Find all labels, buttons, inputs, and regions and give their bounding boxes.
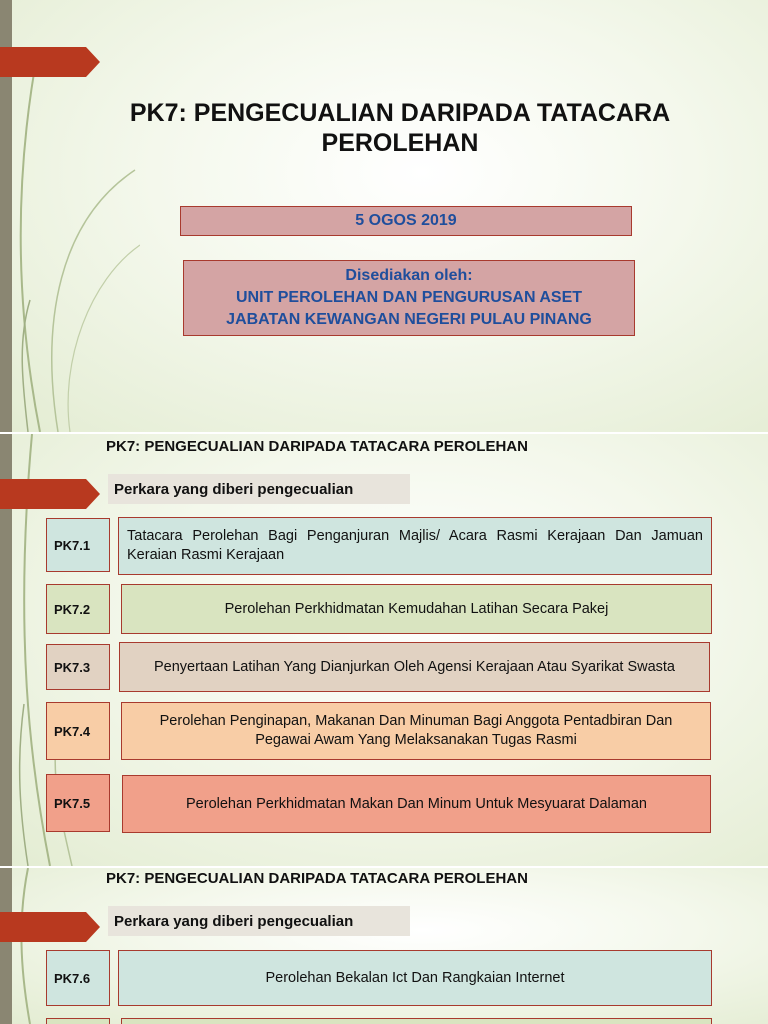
prepared-by-label: Disediakan oleh: (345, 267, 473, 284)
items-slide-1 (0, 434, 768, 866)
item-desc-pk7-2: Perolehan Perkhidmatan Kemudahan Latihan Secara Pakej (121, 584, 712, 634)
item-desc-next (121, 1018, 712, 1024)
slide-title: PK7: PENGECUALIAN DARIPADA TATACARA PEROLEHAN (106, 870, 528, 887)
prepared-by-box (183, 260, 635, 336)
date-box (180, 206, 632, 236)
item-desc-pk7-5: Perolehan Perkhidmatan Makan Dan Minum Untuk Mesyuarat Dalaman (122, 775, 711, 833)
item-code-next (46, 1018, 110, 1024)
date-text: 5 OGOS 2019 (355, 212, 457, 229)
slide-title: PK7: PENGECUALIAN DARIPADA TATACARA PEROLEHAN (106, 438, 528, 455)
section-label: Perkara yang diberi pengecualian (108, 474, 410, 504)
item-code-pk7-6: PK7.6 (46, 950, 110, 1006)
arrow-tab (0, 47, 100, 77)
item-desc-pk7-3: Penyertaan Latihan Yang Dianjurkan Oleh Agensi Kerajaan Atau Syarikat Swasta (119, 642, 710, 692)
arrow-tab (0, 912, 100, 942)
item-desc-pk7-4: Perolehan Penginapan, Makanan Dan Minuman Bagi Anggota Pentadbiran Dan Pegawai Awam Yang Melaksanakan Tugas Rasmi (121, 702, 711, 760)
department-name: JABATAN KEWANGAN NEGERI PULAU PINANG (226, 311, 592, 328)
section-label: Perkara yang diberi pengecualian (108, 906, 410, 936)
slide-title: PK7: PENGECUALIAN DARIPADA TATACARA PEROLEHAN (129, 99, 671, 157)
item-code-pk7-1: PK7.1 (46, 518, 110, 572)
item-desc-pk7-1: Tatacara Perolehan Bagi Penganjuran Majlis/ Acara Rasmi Kerajaan Dan Jamuan Keraian Rasmi Kerajaan (118, 517, 712, 575)
item-desc-pk7-6: Perolehan Bekalan Ict Dan Rangkaian Internet (118, 950, 712, 1006)
item-code-pk7-4: PK7.4 (46, 702, 110, 760)
items-slide-2 (0, 868, 768, 1024)
arrow-tab (0, 479, 100, 509)
unit-name: UNIT PEROLEHAN DAN PENGURUSAN ASET (235, 289, 583, 306)
item-code-pk7-5: PK7.5 (46, 774, 110, 832)
item-code-pk7-3: PK7.3 (46, 644, 110, 690)
title-slide (0, 0, 768, 432)
item-code-pk7-2: PK7.2 (46, 584, 110, 634)
